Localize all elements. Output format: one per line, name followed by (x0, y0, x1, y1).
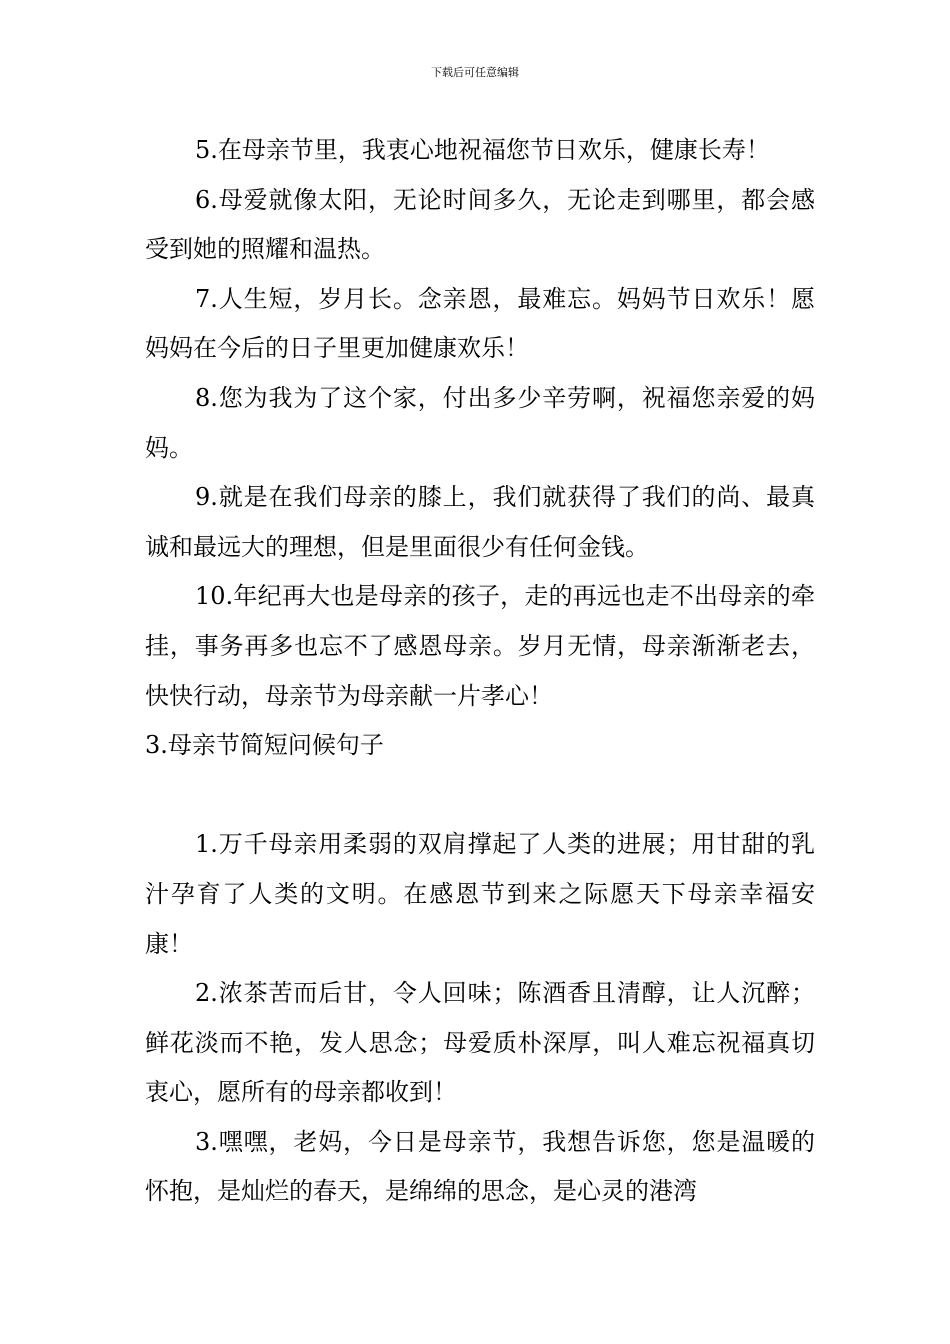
wish-item-8: 8.您为我为了这个家，付出多少辛劳啊，祝福您亲爱的妈妈。 (145, 383, 815, 462)
wish-item-9: 9.就是在我们母亲的膝上，我们就获得了我们的尚、最真诚和最远大的理想，但是里面很少有任何金钱。 (145, 483, 815, 561)
page-header: 下载后可任意编辑 (431, 66, 519, 79)
greeting-item-2: 2.浓茶苦而后甘，令人回味；陈酒香且清醇，让人沉醉；鲜花淡而不艳，发人思念；母爱质朴深厚，叫人难忘祝福真切衷心，愿所有的母亲都收到！ (145, 979, 815, 1107)
section-heading: 3.母亲节简短问候句子 (145, 731, 384, 760)
greeting-item-1: 1.万千母亲用柔弱的双肩撑起了人类的进展；用甘甜的乳汁孕育了人类的文明。在感恩节到来之际愿天下母亲幸福安康！ (145, 830, 815, 958)
document-body (145, 126, 815, 1217)
blank-line (145, 771, 815, 821)
wish-item-6: 6.母爱就像太阳，无论时间多久，无论走到哪里，都会感受到她的照耀和温热。 (145, 185, 815, 264)
wish-item-5: 5.在母亲节里，我衷心地祝福您节日欢乐，健康长寿！ (195, 136, 770, 164)
wish-item-10: 10.年纪再大也是母亲的孩子，走的再远也走不出母亲的牵挂，事务再多也忘不了感恩母亲。岁月无情，母亲渐渐老去，快快行动，母亲节为母亲献一片孝心！ (145, 582, 815, 710)
greeting-item-3: 3.嘿嘿，老妈，今日是母亲节，我想告诉您，您是温暖的怀抱，是灿烂的春天，是绵绵的思念，是心灵的港湾 (145, 1127, 815, 1206)
wish-item-7: 7.人生短，岁月长。念亲恩，最难忘。妈妈节日欢乐！愿妈妈在今后的日子里更加健康欢乐！ (145, 284, 815, 363)
